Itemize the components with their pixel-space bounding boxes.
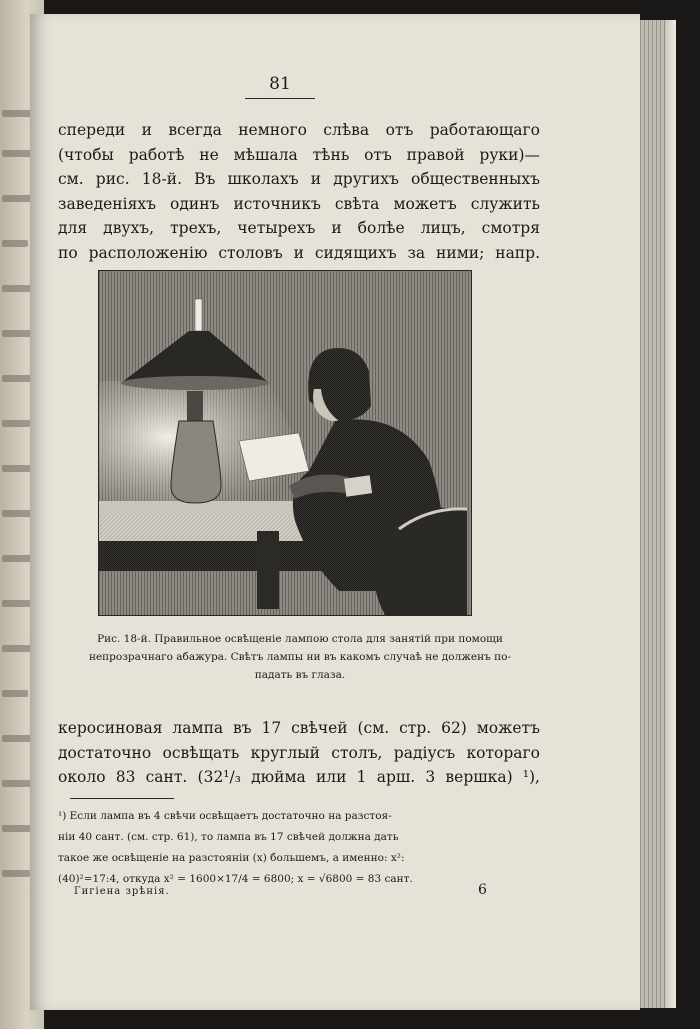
footnote-line: такое же освѣщеніе на разстояніи (x) большемъ, а именно: x²:: [58, 852, 405, 864]
engraving-illustration: [99, 271, 471, 615]
lamp-chimney: [195, 299, 202, 331]
page-number: 81: [269, 74, 291, 94]
text-line: заведеніяхъ одинъ источникъ свѣта можетъ служить: [58, 194, 540, 213]
table-leg: [257, 531, 279, 609]
text-line: по расположенію столовъ и сидящихъ за ними; напр.: [58, 243, 540, 262]
caption-line: непрозрачнаго абажура. Свѣтъ лампы ни въ какомъ случаѣ не долженъ по-: [88, 651, 512, 663]
paragraph-bottom: [58, 716, 540, 790]
caption-line: падать въ глаза.: [254, 669, 346, 681]
paragraph-top: [58, 118, 540, 265]
text-line: см. рис. 18-й. Въ школахъ и другихъ общественныхъ: [58, 170, 540, 188]
footnote-line: (40)²=17:4, откуда x² = 1600×17/4 = 6800; x = √6800 = 83 сант.: [58, 873, 413, 885]
page-stack-edge: [636, 20, 666, 1008]
signature-number: 6: [478, 882, 487, 898]
lamp-base: [171, 421, 221, 503]
footnote: [58, 806, 542, 890]
caption-line: Рис. 18-й. Правильное освѣщеніе лампою стола для занятій при помощи: [97, 633, 503, 645]
page-number-rule: [245, 98, 315, 99]
footnote-line: ніи 40 сант. (см. стр. 61), то лампа въ 17 свѣчей должна дать: [58, 831, 399, 843]
figure-caption: [60, 630, 540, 684]
text-line: достаточно освѣщать круглый столъ, радіусъ котораго: [58, 743, 540, 762]
text-line: около 83 сант. (32¹/₃ дюйма или 1 арш. 3 вершка) ¹),: [58, 768, 540, 786]
figure-engraving-lamp-reader: [98, 270, 472, 616]
chair: [374, 508, 467, 615]
text-line: спереди и всегда немного слѣва отъ работающаго: [58, 121, 540, 139]
book-page: [30, 14, 640, 1010]
footnote-rule: [70, 798, 174, 799]
text-line: керосиновая лампа въ 17 свѣчей (см. стр. 62) можетъ: [58, 719, 540, 737]
text-line: (чтобы работѣ не мѣшала тѣнь отъ правой руки)—: [58, 145, 540, 164]
footnote-line: ¹) Если лампа въ 4 свѣчи освѣщаетъ достаточно на разстоя-: [58, 810, 392, 822]
signature-label: Гигіена зрѣнія.: [74, 886, 170, 897]
text-line: для двухъ, трехъ, четырехъ и болѣе лицъ, смотря: [58, 219, 540, 237]
